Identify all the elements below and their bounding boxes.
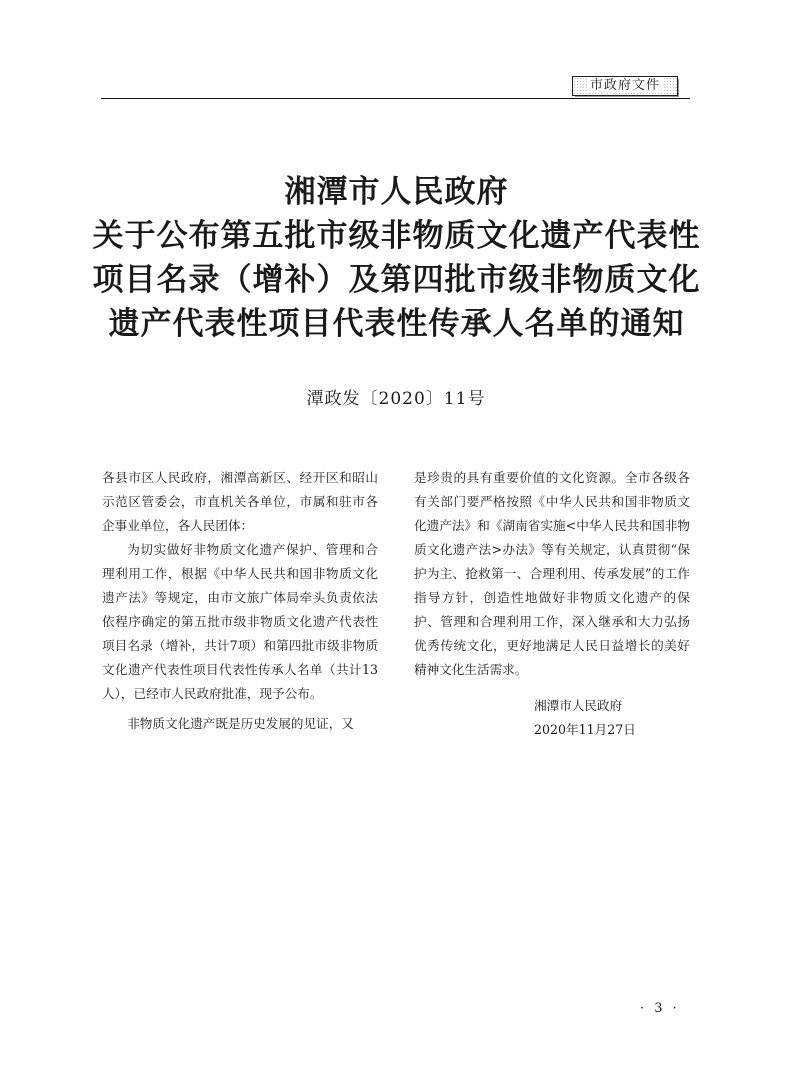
title-line-1: 湘潭市人民政府 <box>284 174 509 210</box>
paragraph-1: 为切实做好非物质文化遗产保护、管理和合理利用工作，根据《中华人民共和国非物质文化遗产法》等规定，由市文旅广体局牵头负责依法依程序确定的第五批市级非物质文化遗产代表性项目名录（增补，共计7项）和第四批市级非物质文化遗产代表性项目代表性传承人名单（共计13人），已经市人民政府批准，现予公布。 <box>102 542 378 701</box>
body-column-right <box>414 466 690 742</box>
paragraph-2-start: 非物质文化遗产既是历史发展的见证，又 <box>127 716 354 731</box>
title-line-4: 遗产代表性项目代表性传承人名单的通知 <box>108 306 685 342</box>
document-number: 潭政发〔2020〕11号 <box>306 389 486 409</box>
signature-date: 2020年11月27日 <box>534 722 636 737</box>
section-tag <box>572 76 678 96</box>
document-title <box>90 170 703 346</box>
header-rule <box>101 98 690 99</box>
salutation: 各县市区人民政府，湘潭高新区、经开区和昭山示范区管委会，市直机关各单位，市属和驻市各企事业单位，各人民团体： <box>102 470 378 533</box>
title-line-3: 项目名录（增补）及第四批市级非物质文化 <box>92 262 701 298</box>
paragraph-2-continued: 是珍贵的具有重要价值的文化资源。全市各级各有关部门要严格按照《中华人民共和国非物质文化遗产法》和《湖南省实施<中华人民共和国非物质文化遗产法>办法》等有关规定，认真贯彻“保护为主、抢救第一、合理利用、传承发展”的工作指导方针，创造性地做好非物质文化遗产的保护、管理和合理利用工作，深入继承和大力弘扬优秀传统文化，更好地满足人民日益增长的美好精神文化生活需求。 <box>414 470 690 677</box>
signature-org: 湘潭市人民政府 <box>534 698 623 713</box>
body-column-left <box>102 466 378 736</box>
page-number: · 3 · <box>640 1001 680 1016</box>
section-tag-label: 市政府文件 <box>589 78 660 93</box>
title-line-2: 关于公布第五批市级非物质文化遗产代表性 <box>92 218 701 254</box>
